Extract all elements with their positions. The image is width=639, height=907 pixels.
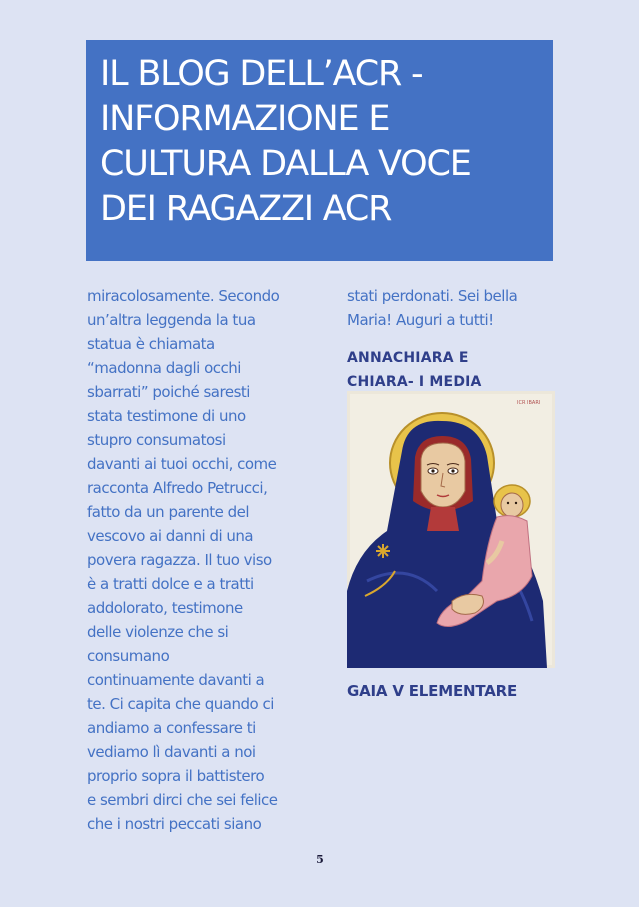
article-text-left-column: miracolosamente. Secondo un’altra leggenda la tua statua è chiamata “madonna dagli occhi sbarrati” poiché saresti stata testimone di uno stupro consumatosi davanti ai tuoi occhi, come racconta Alfredo Petrucci, fatto da un parente del vescovo ai danni di una povera ragazza. Il tuo viso è a tratti dolce e a tratti addolorato, testimone delle violenze che si consumano continuamente davanti a te. Ci capita che quando ci andiamo a confessare ti vediamo lì davanti a noi proprio sopra il battistero e sembri dirci che sei felice che i nostri peccati siano <box>87 287 280 833</box>
article-text-right-column: stati perdonati. Sei bella Maria! Auguri a tutti! <box>347 287 518 329</box>
drawing-caption: GAIA V ELEMENTARE <box>347 682 518 700</box>
title-banner <box>86 40 553 261</box>
madonna-drawing-image <box>347 391 555 668</box>
authors-caption: ANNACHIARA E CHIARA- I MEDIA <box>347 350 482 390</box>
page-number: 5 <box>316 853 324 866</box>
drawing-corner-note: ICR IBARI <box>517 400 541 406</box>
page-title: IL BLOG DELL’ACR - INFORMAZIONE E CULTURA DALLA VOCE DEI RAGAZZI ACR <box>100 54 471 229</box>
